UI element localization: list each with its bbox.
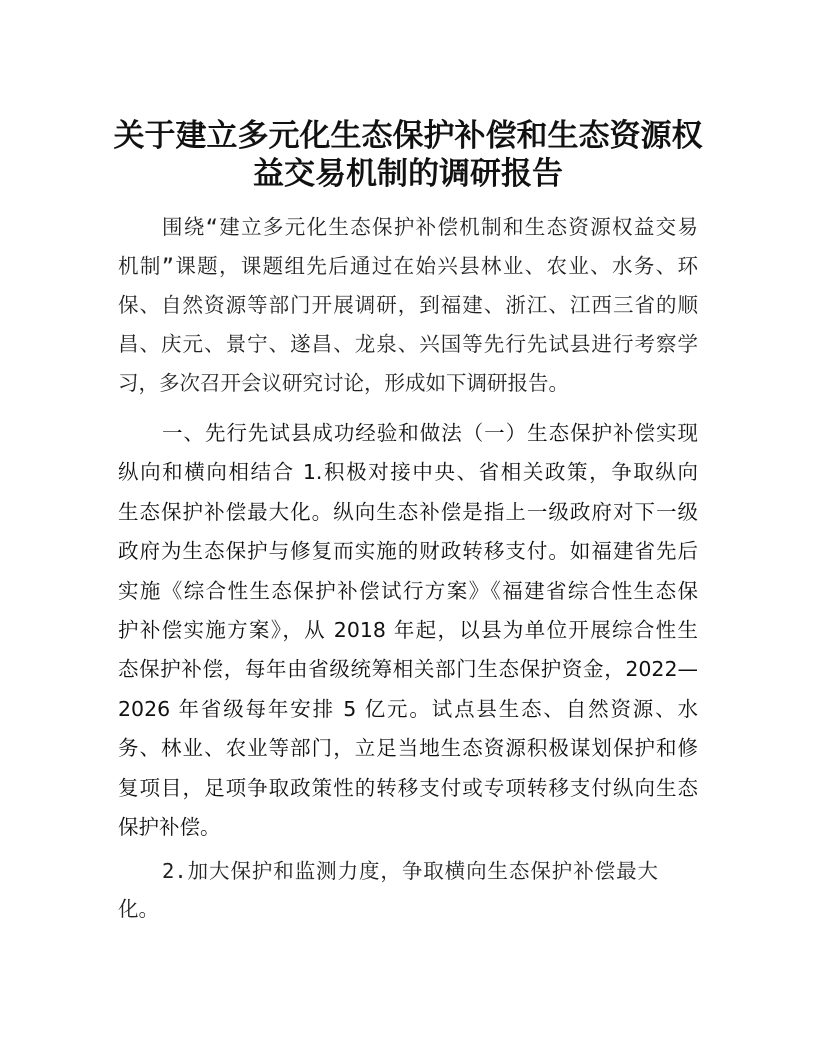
paragraph-line: 2026 年省级每年安排 5 亿元。试点县生态、自然资源、水 xyxy=(118,696,698,721)
paragraph-line: 昌、庆元、景宁、遂昌、龙泉、兴国等先行先试县进行考察学 xyxy=(118,332,698,356)
paragraph-line: 保护补偿。 xyxy=(118,814,221,839)
paragraph-line: 实施《综合性生态保护补偿试行方案》《福建省综合性生态保 xyxy=(118,578,698,603)
paragraph-line: 围绕“建立多元化生态保护补偿机制和生态资源权益交易 xyxy=(162,215,698,239)
point-two-paragraph xyxy=(118,852,698,928)
intro-paragraph xyxy=(118,208,698,403)
paragraph-line: 保、自然资源等部门开展调研，到福建、浙江、江西三省的顺 xyxy=(118,293,698,317)
paragraph-line: 一、先行先试县成功经验和做法（一）生态保护补偿实现 xyxy=(162,421,698,445)
paragraph-line: 生态保护补偿最大化。纵向生态补偿是指上一级政府对下一级 xyxy=(118,499,698,524)
paragraph-line: 纵向和横向相结合 1.积极对接中央、省相关政策，争取纵向 xyxy=(118,460,698,485)
section-one-paragraph xyxy=(118,414,698,847)
paragraph-line: 务、林业、农业等部门，立足当地生态资源积极谋划保护和修 xyxy=(118,736,698,761)
paragraph-line: 护补偿实施方案》，从 2018 年起，以县为单位开展综合性生 xyxy=(118,617,698,642)
paragraph-line: 机制”课题，课题组先后通过在始兴县林业、农业、水务、环 xyxy=(118,254,698,278)
paragraph-line: 态保护补偿，每年由省级统筹相关部门生态保护资金，2022— xyxy=(118,657,698,682)
document-title-line-1: 关于建立多元化生态保护补偿和生态资源权 xyxy=(113,118,703,154)
paragraph-line: 2.加大保护和监测力度，争取横向生态保护补偿最大 xyxy=(162,859,658,883)
paragraph-line: 政府为生态保护与修复而实施的财政转移支付。如福建省先后 xyxy=(118,539,698,564)
paragraph-line: 习，多次召开会议研究讨论，形成如下调研报告。 xyxy=(118,371,569,395)
paragraph-line: 复项目，足项争取政策性的转移支付或专项转移支付纵向生态 xyxy=(118,775,698,800)
paragraph-line: 化。 xyxy=(118,897,159,921)
document-title-line-2: 益交易机制的调研报告 xyxy=(253,156,563,192)
